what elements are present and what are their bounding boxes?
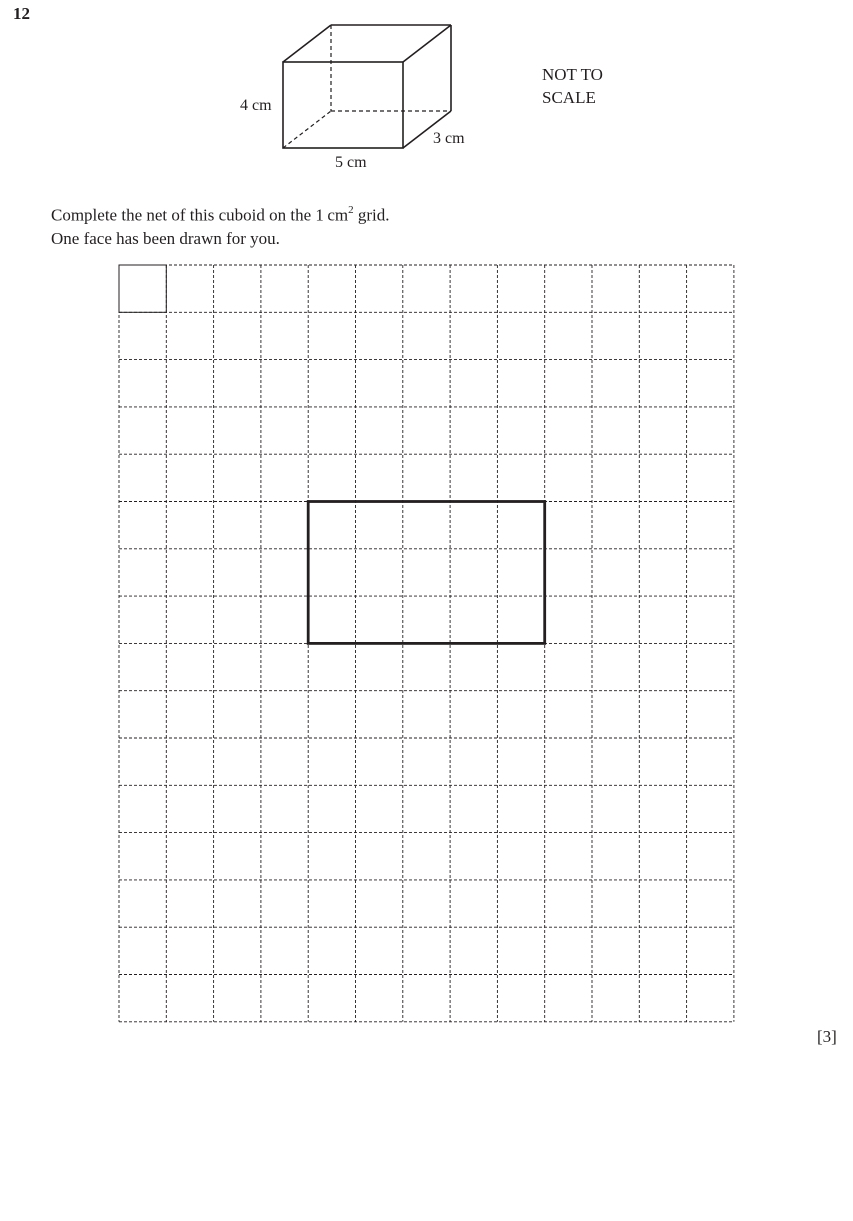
instruction-power: 2 — [348, 204, 354, 216]
marks-allocation: [3] — [817, 1027, 837, 1046]
question-number: 12 — [13, 4, 30, 23]
instruction-prefix: Complete the net of this cuboid on the 1 — [51, 205, 324, 225]
instruction-suffix: grid. — [353, 205, 390, 225]
example-square — [119, 265, 166, 312]
given-face — [308, 502, 545, 644]
length-label: 5 cm — [335, 154, 367, 171]
instruction-line-2: One face has been drawn for you. — [51, 228, 280, 248]
not-to-scale-line-2: SCALE — [542, 88, 596, 107]
depth-label: 3 cm — [433, 130, 465, 147]
instruction-unit: cm — [327, 205, 349, 225]
not-to-scale-line-1: NOT TO — [542, 65, 603, 84]
height-label: 4 cm — [240, 97, 272, 114]
